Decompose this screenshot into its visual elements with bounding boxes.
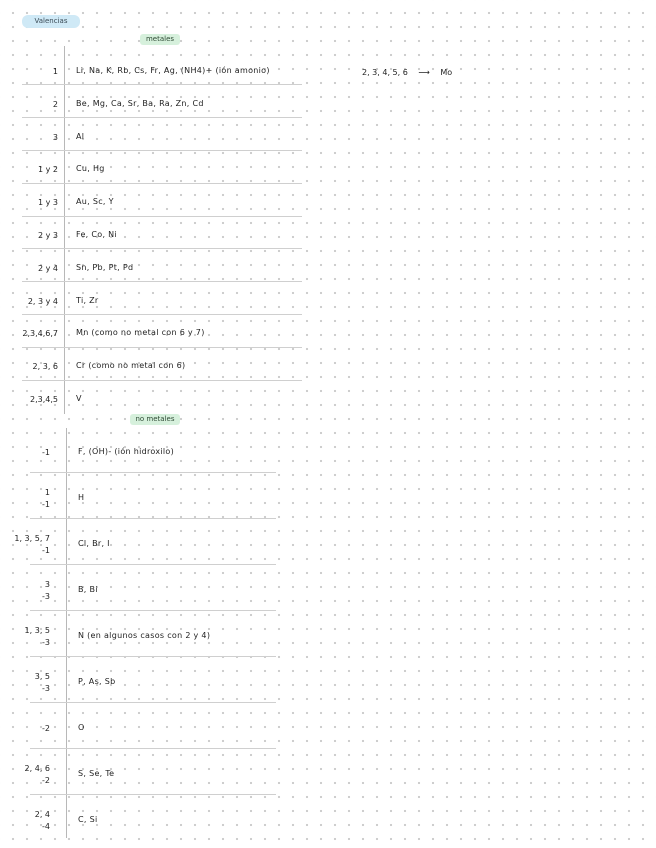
- nonmetals-elements: H: [78, 493, 85, 502]
- nonmetals-valence: 2, 4, 6 -2: [24, 764, 50, 785]
- metals-elements: Au, Sc, Y: [76, 197, 114, 207]
- nonmetals-row-divider: [30, 748, 276, 749]
- metals-row-divider: [22, 281, 302, 282]
- nonmetals-valence: -2: [42, 724, 50, 733]
- nonmetals-valence: 1, 3, 5 -3: [24, 626, 50, 647]
- nonmetals-heading: no metales: [130, 414, 180, 425]
- metals-valence: 1 y 3: [38, 198, 58, 208]
- nonmetals-valence: 1 -1: [42, 488, 50, 509]
- metals-divider: [64, 46, 65, 414]
- metals-row-divider: [22, 183, 302, 184]
- side-note-valences: 2, 3, 4, 5, 6: [362, 68, 408, 77]
- arrow-icon: ⟶: [418, 68, 430, 77]
- metals-valence: 2, 3 y 4: [27, 296, 58, 306]
- metals-row-divider: [22, 380, 302, 381]
- nonmetals-valence: -1: [42, 448, 50, 457]
- metals-elements: Cr (como no metal con 6): [76, 361, 186, 371]
- nonmetals-row-divider: [30, 610, 276, 611]
- nonmetals-row-divider: [30, 702, 276, 703]
- side-note-element: Mo: [440, 68, 453, 77]
- metals-elements: V: [76, 394, 82, 403]
- nonmetals-elements: S, Se, Te: [78, 769, 115, 778]
- nonmetals-divider: [66, 428, 67, 838]
- page-title: Valencias: [22, 15, 80, 28]
- metals-row-divider: [22, 248, 302, 249]
- nonmetals-elements: N (en algunos casos con 2 y 4): [78, 631, 211, 640]
- nonmetals-elements: Cl, Br, I: [78, 539, 110, 548]
- nonmetals-elements: B, Bi: [78, 585, 98, 594]
- metals-elements: Be, Mg, Ca, Sr, Ba, Ra, Zn, Cd: [76, 98, 204, 108]
- metals-valence: 2,3,4,6,7: [22, 329, 58, 339]
- side-note: [362, 68, 452, 77]
- metals-valence: 2: [52, 99, 58, 109]
- metals-valence: 3: [52, 132, 58, 142]
- nonmetals-row-divider: [30, 518, 276, 519]
- metals-valence: 1: [52, 67, 58, 76]
- metals-elements: Cu, Hg: [76, 164, 105, 174]
- metals-valence: 2, 3, 6: [32, 362, 58, 372]
- metals-valence: 2,3,4,5: [30, 395, 58, 404]
- metals-elements: Fe, Co, Ni: [76, 230, 117, 239]
- nonmetals-elements: P, As, Sb: [78, 677, 116, 686]
- metals-elements: Al: [76, 131, 85, 141]
- nonmetals-valence: 1, 3, 5, 7 -1: [14, 534, 50, 555]
- metals-row-divider: [22, 117, 302, 118]
- metals-row-divider: [22, 216, 302, 217]
- metals-row-divider: [22, 347, 302, 348]
- nonmetals-row-divider: [30, 656, 276, 657]
- metals-row-divider: [22, 314, 302, 315]
- metals-elements: Li, Na, K, Rb, Cs, Fr, Ag, (NH4)+ (ión amonio): [76, 66, 270, 75]
- metals-elements: Sn, Pb, Pt, Pd: [76, 262, 134, 272]
- nonmetals-elements: O: [78, 723, 85, 732]
- nonmetals-valence: 3, 5 -3: [34, 672, 50, 693]
- nonmetals-row-divider: [30, 564, 276, 565]
- metals-valence: 1 y 2: [38, 165, 58, 175]
- nonmetals-valence: 2, 4 -4: [34, 810, 50, 831]
- metals-heading: metales: [140, 34, 180, 45]
- metals-row-divider: [22, 84, 302, 85]
- metals-elements: Ti, Zr: [76, 295, 99, 305]
- nonmetals-row-divider: [30, 472, 276, 473]
- nonmetals-elements: C, Si: [78, 815, 98, 824]
- nonmetals-elements: F, (OH)- (ión hidroxilo): [78, 447, 175, 456]
- nonmetals-valence: 3 -3: [42, 580, 50, 601]
- metals-valence: 2 y 3: [38, 231, 58, 240]
- metals-row-divider: [22, 150, 302, 151]
- nonmetals-row-divider: [30, 794, 276, 795]
- metals-elements: Mn (como no metal con 6 y 7): [76, 328, 205, 338]
- metals-valence: 2 y 4: [38, 263, 58, 273]
